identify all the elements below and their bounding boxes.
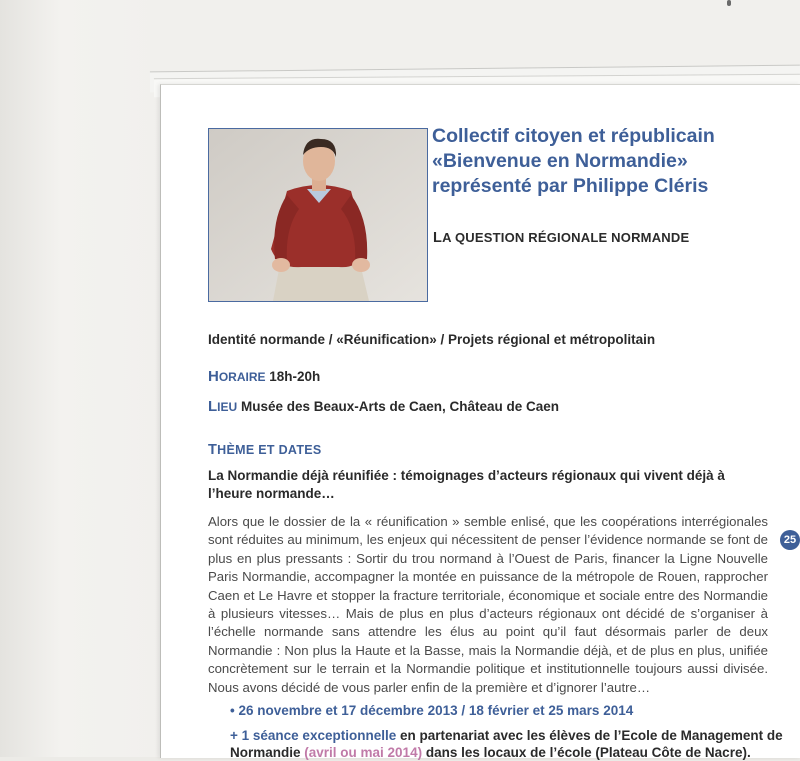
scan-speck: [727, 0, 731, 6]
title-line-2: «Bienvenue en Normandie»: [432, 150, 688, 172]
title-line-1: Collectif citoyen et républicain: [432, 125, 715, 147]
page-title: [432, 124, 792, 199]
theme-initial: T: [208, 442, 218, 458]
person-photo-icon: [209, 129, 427, 301]
lead-paragraph: La Normandie déjà réunifiée : témoignages d’acteurs régionaux qui vivent déjà à l’heure normande…: [208, 468, 725, 501]
special-session: [230, 727, 790, 761]
special-session-date: (avril ou mai 2014): [304, 745, 423, 760]
subtitle-rest: A QUESTION RÉGIONALE NORMANDE: [442, 230, 690, 245]
horaire-label-rest: ORAIRE: [218, 370, 266, 384]
section-heading: [208, 442, 322, 458]
subtitle-initial: L: [433, 230, 443, 246]
lieu-label: [208, 399, 237, 414]
horaire-label: [208, 369, 266, 384]
subtitle: [433, 230, 689, 246]
tagline: Identité normande / «Réunification» / Projets régional et métropolitain: [208, 332, 656, 347]
page-number-badge: 25: [780, 530, 800, 550]
horaire-value: 18h-20h: [269, 369, 321, 384]
special-session-suffix: dans les locaux de l’école (Plateau Côte de Nacre).: [422, 745, 751, 760]
horaire-row: [208, 368, 320, 385]
body-paragraph: Alors que le dossier de la « réunification » semble enlisé, que les coopérations interrégionales sont réduites au minimum, les enjeux qui nécessitent de penser l’évidence normande se font de plus en plus pressants : Sortir du trou normand à l’Ouest de Paris, financer la Ligne Nouvelle Paris Normandie, accompagner la montée en puissance de la métropole de Rouen, rapprocher Caen et Le Havre et stopper la fracture territoriale, économique et sociale entre des Normandie à plusieurs vitesses… Mais de plus en plus d’acteurs régionaux ont décidé de s’organiser à l’échelle normande sans attendre les élus au point qu’il faut désormais parler de deux Normandie : Non plus la Haute et la Basse, mais la Normandie déjà, et de plus en plus, unifiée concrètement sur le terrain et la Normandie politique et institutionnelle toujours aussi divisée. Nous avons décidé de vous parler enfin de la première et d’ignorer l’autre…: [208, 514, 768, 695]
lieu-label-initial: L: [208, 398, 218, 415]
theme-rest: HÈME ET DATES: [217, 443, 322, 457]
portrait-photo: [208, 128, 428, 302]
title-line-3: représenté par Philippe Cléris: [432, 175, 709, 197]
lieu-label-rest: IEU: [217, 400, 238, 414]
lieu-row: [208, 398, 559, 415]
special-session-prefix: + 1 séance exceptionnelle: [230, 728, 397, 743]
session-dates: • 26 novembre et 17 décembre 2013 / 18 février et 25 mars 2014: [230, 703, 634, 718]
lieu-value: Musée des Beaux-Arts de Caen, Château de Caen: [240, 399, 560, 414]
horaire-label-initial: H: [208, 368, 219, 385]
special-session-middle: en partenariat avec les élèves de l’Ecole de Management de Normandie: [230, 728, 783, 760]
